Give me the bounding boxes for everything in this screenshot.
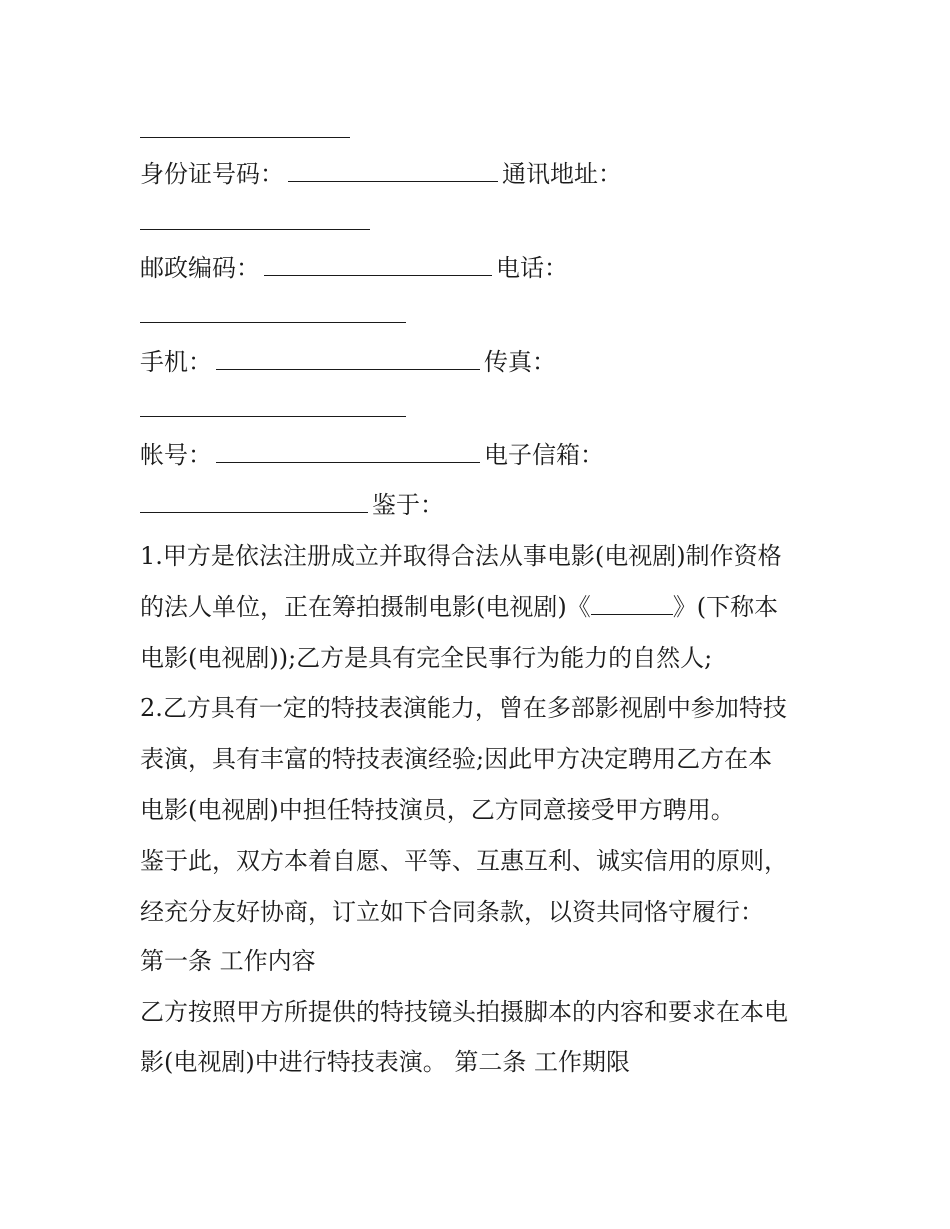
film-title-blank[interactable] [591,594,673,615]
fax-blank-line [140,393,410,425]
clause-2-line-1: 2.乙方具有一定的特技表演能力，曾在多部影视剧中参加特技 [140,694,787,722]
clause-2-line-3: 电影(电视剧)中担任特技演员，乙方同意接受甲方聘用。 [140,796,735,824]
fill-blank[interactable] [140,117,350,138]
phone-label: 电话： [496,254,568,282]
agreement-line-2: 经充分友好协商，订立如下合同条款，以资共同恪守履行： [140,898,764,926]
mobile-fax-line [140,346,556,378]
email-blank[interactable] [140,492,368,513]
id-number-label: 身份证号码： [140,160,284,188]
address-blank[interactable] [140,209,370,230]
article-1-line-1: 乙方按照甲方所提供的特技镜头拍摄脚本的内容和要求在本电 [140,998,788,1026]
email-blank-line [140,489,444,521]
mobile-blank[interactable] [216,349,480,370]
id-address-line [140,158,622,190]
address-label: 通讯地址： [502,160,622,188]
mobile-label: 手机： [140,348,212,376]
account-label: 帐号： [140,441,212,469]
agreement-line-1: 鉴于此，双方本着自愿、平等、互惠互利、诚实信用的原则， [140,847,788,875]
email-label: 电子信箱： [484,441,604,469]
fax-label: 传真： [484,348,556,376]
phone-blank[interactable] [140,302,406,323]
clause-1-line-2 [140,591,778,623]
clause-1-line-1: 1.甲方是依法注册成立并取得合法从事电影(电视剧)制作资格 [140,542,782,570]
postcode-label: 邮政编码： [140,254,260,282]
clause-1-line-3: 电影(电视剧));乙方是具有完全民事行为能力的自然人; [140,644,713,672]
id-number-blank[interactable] [288,161,498,182]
phone-blank-line [140,299,410,331]
article-1-title: 第一条 工作内容 [140,947,316,975]
clause-2-line-2: 表演，具有丰富的特技表演经验;因此甲方决定聘用乙方在本 [140,745,773,773]
fax-blank[interactable] [140,396,406,417]
form-blank-line [140,114,354,146]
account-email-line [140,439,604,471]
article-1-line-2: 影(电视剧)中进行特技表演。 第二条 工作期限 [140,1048,630,1076]
postcode-phone-line [140,252,568,284]
clause-1-text-b: 》(下称本 [672,593,779,621]
address-blank-line [140,206,374,238]
postcode-blank[interactable] [264,255,492,276]
account-blank[interactable] [216,442,480,463]
whereas-label: 鉴于： [372,491,444,519]
clause-1-text-a: 的法人单位，正在筹拍摄制电影(电视剧)《 [140,593,591,621]
